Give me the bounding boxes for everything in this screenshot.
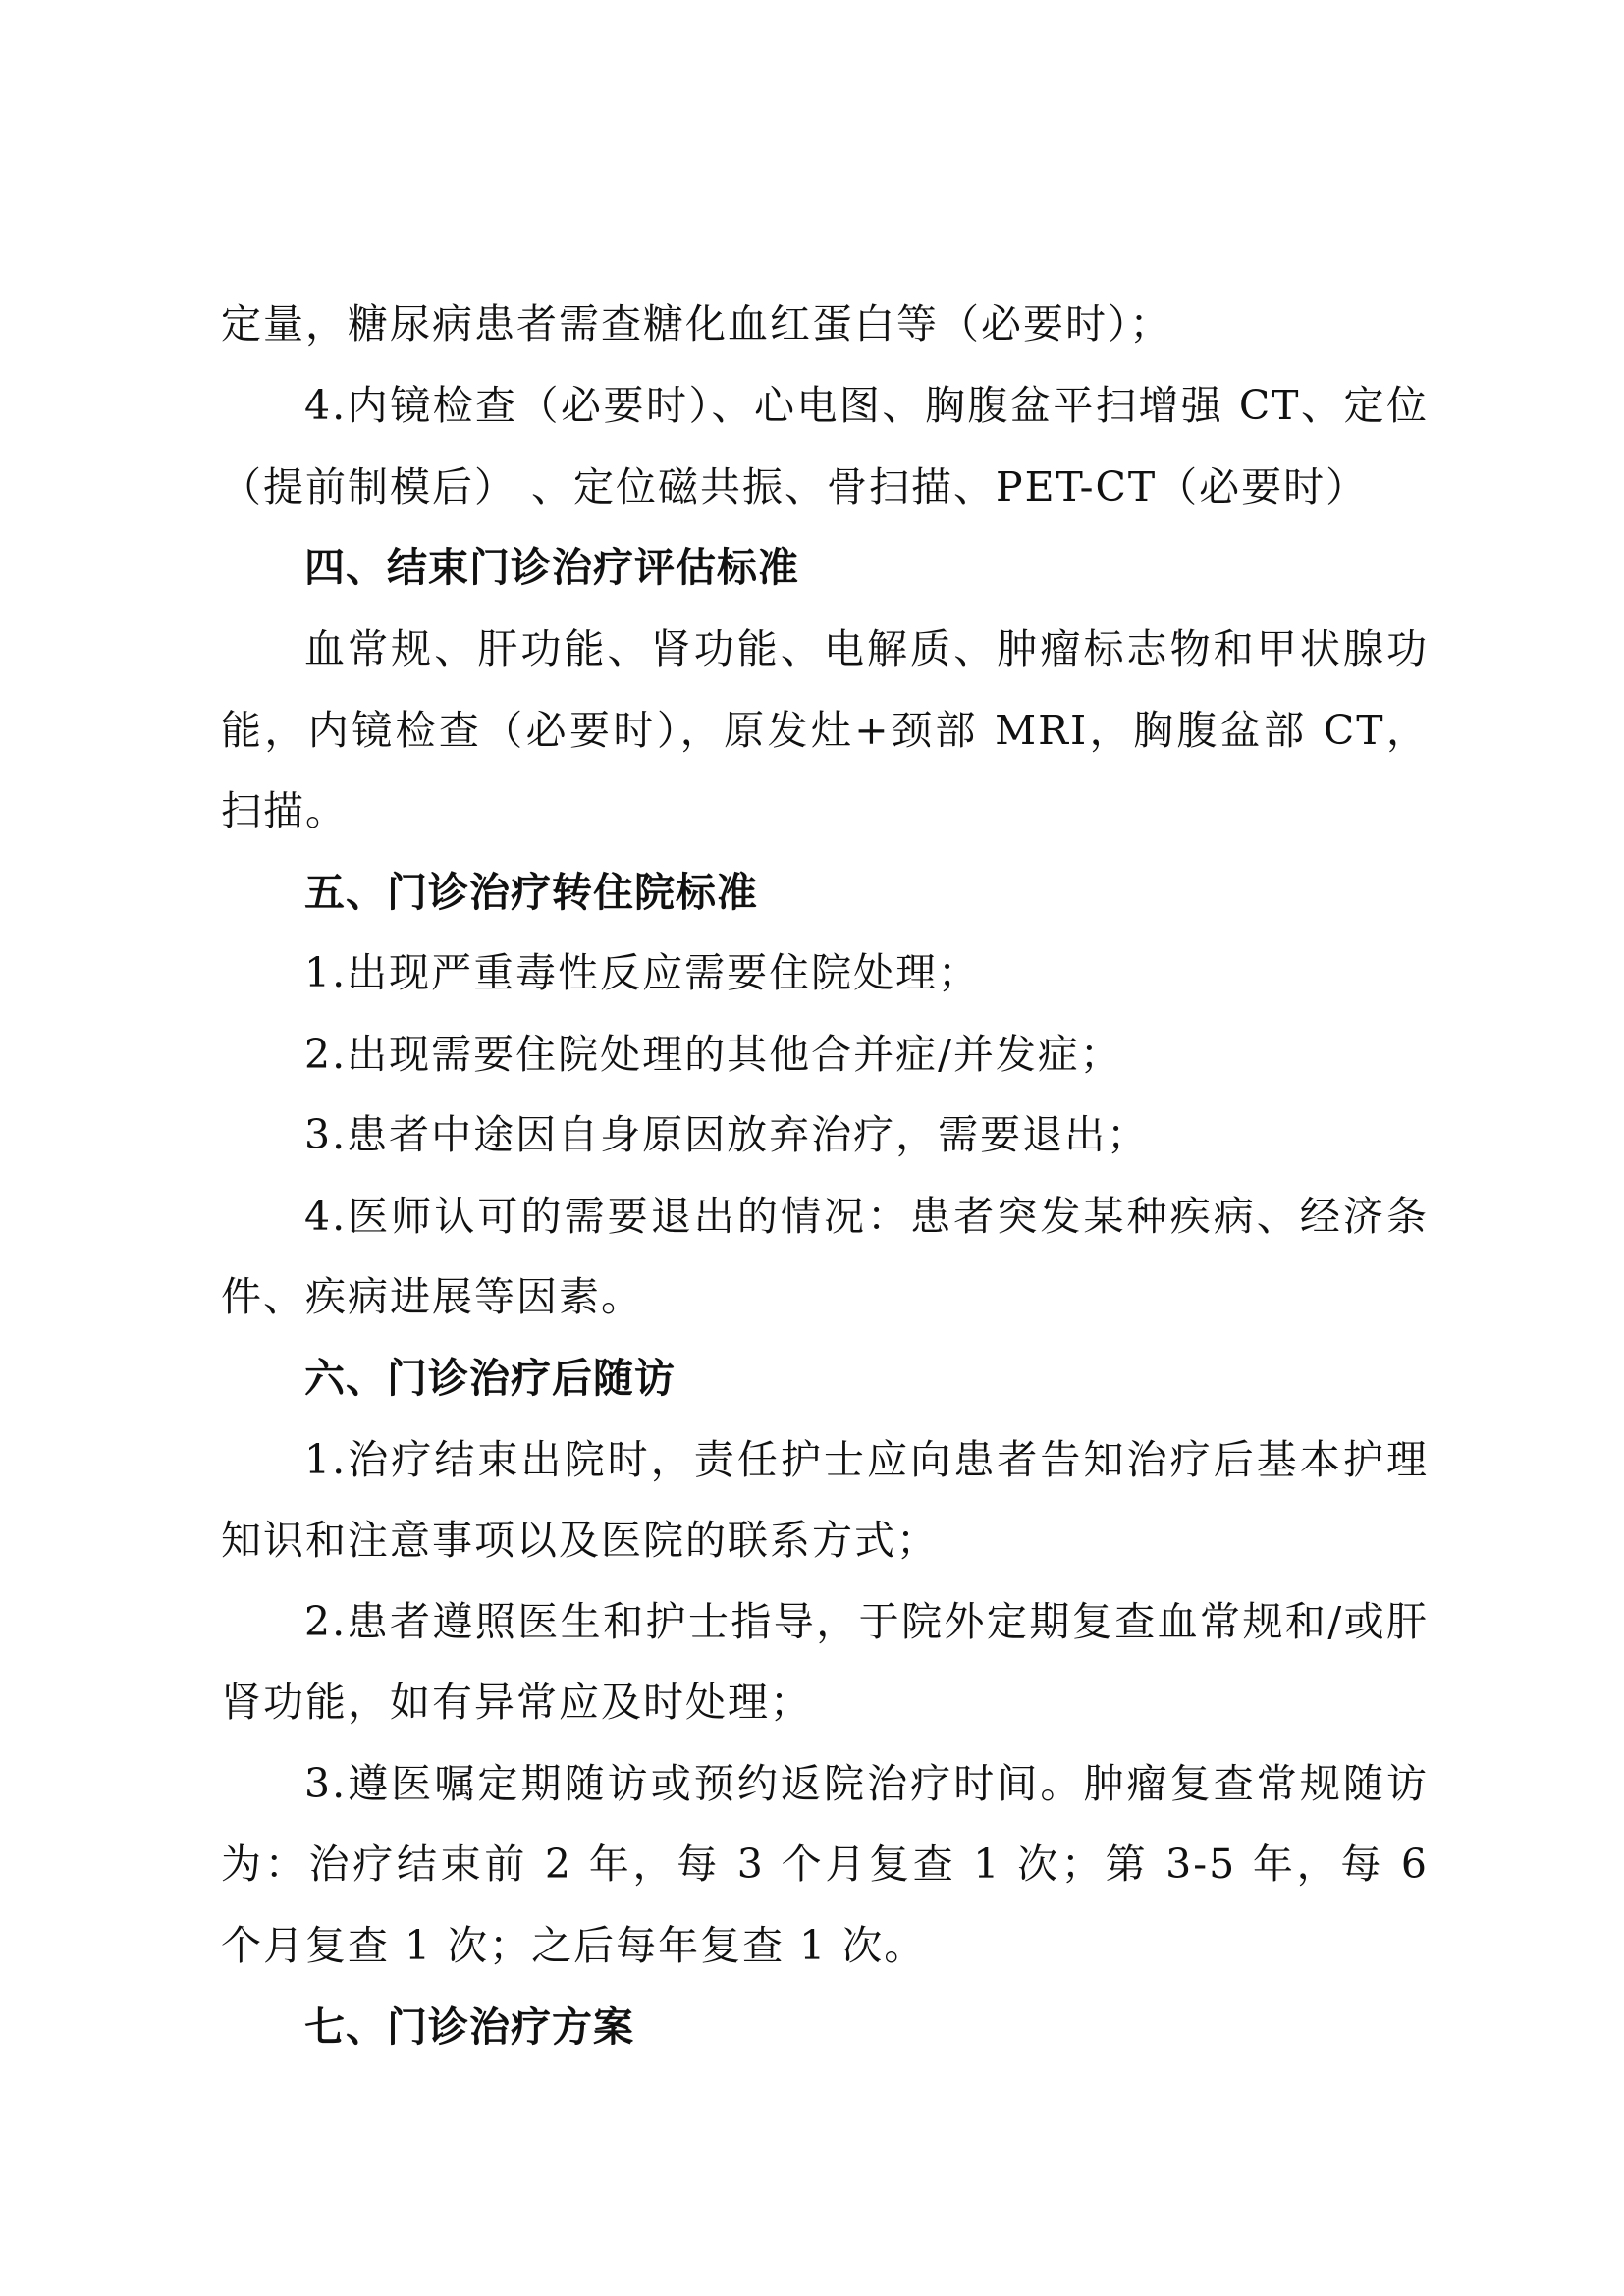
paragraph-line: 个月复查 1 次；之后每年复查 1 次。 (221, 1922, 927, 1969)
section-heading-6: 六、门诊治疗后随访 (304, 1355, 676, 1402)
section-heading-4: 四、结束门诊治疗评估标准 (304, 544, 799, 591)
paragraph-line: 血常规、肝功能、肾功能、电解质、肿瘤标志物和甲状腺功 (304, 625, 1429, 672)
list-item: 4.医师认可的需要退出的情况：患者突发某种疾病、经济条 (304, 1193, 1429, 1240)
paragraph-line: 肾功能，如有异常应及时处理； (221, 1679, 812, 1726)
paragraph-line: （提前制模后） 、定位磁共振、骨扫描、PET-CT（必要时） (221, 463, 1369, 510)
list-item: 1.治疗结束出院时，责任护士应向患者告知治疗后基本护理 (304, 1436, 1429, 1483)
paragraph-line: 定量，糖尿病患者需查糖化血红蛋白等（必要时）； (221, 300, 1172, 347)
section-heading-5: 五、门诊治疗转住院标准 (304, 869, 758, 916)
list-item: 1.出现严重毒性反应需要住院处理； (304, 949, 981, 996)
list-item: 3.患者中途因自身原因放弃治疗，需要退出； (304, 1111, 1150, 1158)
list-item: 2.患者遵照医生和护士指导，于院外定期复查血常规和/或肝 (304, 1598, 1429, 1645)
paragraph-line: 能，内镜检查（必要时），原发灶+颈部 MRI，胸腹盆部 CT， (221, 707, 1429, 754)
paragraph-line: 件、疾病进展等因素。 (221, 1273, 643, 1320)
paragraph-line: 4.内镜检查（必要时）、心电图、胸腹盆平扫增强 CT、定位 (304, 382, 1429, 429)
paragraph-line: 为：治疗结束前 2 年，每 3 个月复查 1 次；第 3-5 年，每 6 (221, 1841, 1429, 1888)
list-item: 3.遵医嘱定期随访或预约返院治疗时间。肿瘤复查常规随访 (304, 1760, 1429, 1807)
list-item: 2.出现需要住院处理的其他合并症/并发症； (304, 1031, 1122, 1078)
paragraph-line: 扫描。 (221, 787, 348, 834)
section-heading-7: 七、门诊治疗方案 (304, 2003, 634, 2051)
paragraph-line: 知识和注意事项以及医院的联系方式； (221, 1517, 939, 1564)
